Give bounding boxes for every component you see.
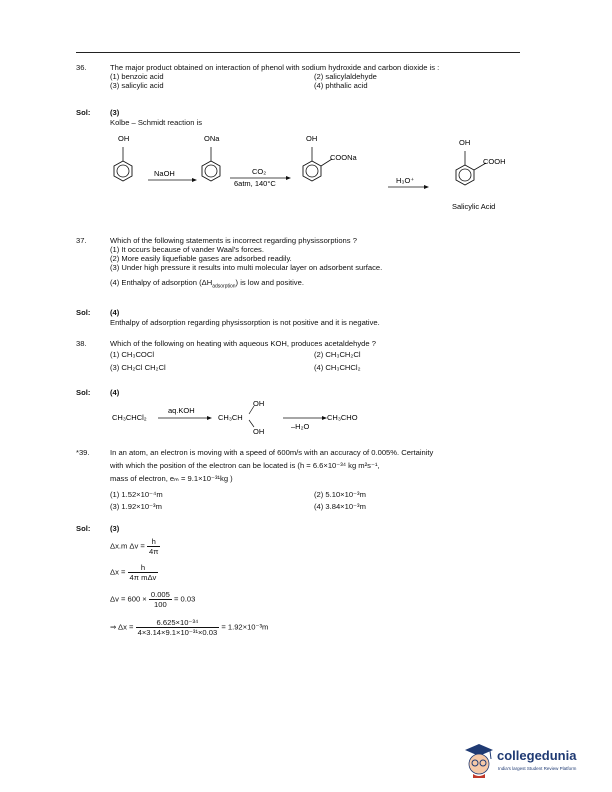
solution-label: Sol:: [76, 524, 91, 533]
reagent-label: aq.KOH: [168, 406, 195, 415]
question-text: The major product obtained on interaction of phenol with sodium hydroxide and carbon dioxide is :: [110, 63, 440, 72]
solution-answer: (4): [110, 308, 120, 317]
solution-answer: (3): [110, 108, 120, 117]
question-text-line2: with which the position of the electron can be located is (h = 6.6×10⁻³⁴ kg m²s⁻¹,: [110, 461, 380, 470]
option-1: (1) CH₃COCl: [110, 350, 155, 359]
option-2: (2) More easily liquefiable gases are adsorbed readily.: [110, 254, 292, 263]
option-2: (2) 5.10×10⁻³m: [314, 490, 366, 499]
option-4: (4) CH₃CHCl₂: [314, 363, 361, 372]
fraction: $\frac{h}{4\pi}$: [148, 537, 159, 556]
brand-tagline: India's largest Student Review Platform: [498, 766, 577, 771]
question-number: *39.: [76, 448, 90, 457]
option-3: (3) CH₂Cl CH₂Cl: [110, 363, 166, 372]
product-label: Salicylic Acid: [452, 202, 496, 211]
option-3: (3) 1.92×10⁻³m: [110, 502, 162, 511]
solution-label: Sol:: [76, 388, 91, 397]
reagent-label: H₃O⁺: [396, 176, 415, 185]
option-3: (3) salicylic acid: [110, 81, 164, 90]
option-3: (3) Under high pressure it results into multi molecular layer on adsorbent surface.: [110, 263, 383, 272]
option-4: [110, 278, 304, 290]
solution-answer: (3): [110, 524, 120, 533]
brand-name: collegedunia: [497, 748, 577, 763]
group-label: OH: [253, 399, 265, 408]
question-text: Which of the following statements is incorrect regarding physissorptions ?: [110, 236, 357, 245]
group-label: OH: [118, 134, 130, 143]
solution-answer: (4): [110, 388, 120, 397]
option-1: (1) 1.52×10⁻⁴m: [110, 490, 163, 499]
product-label: CH₃CHO: [327, 413, 358, 422]
question-number: 36.: [76, 63, 87, 72]
solution-label: Sol:: [76, 308, 91, 317]
question-number: 37.: [76, 236, 87, 245]
intermediate-label: CH₃CH: [218, 413, 243, 422]
header-rule: [76, 52, 520, 53]
option-4: (4) phthalic acid: [314, 81, 368, 90]
fraction: $\frac{h}{\text{4π mΔv}}$: [129, 563, 157, 582]
option-4: (4) 3.84×10⁻³m: [314, 502, 366, 511]
benzene-ring: [114, 147, 132, 181]
fraction: $\frac{\text{6.625×10⁻³⁴}}{\text{4×3.14×9.1×10⁻³¹×0.03}}$: [137, 618, 218, 637]
reactant-label: CH₃CHCl₂: [112, 413, 147, 422]
bond-line: [249, 420, 254, 427]
acetaldehyde-reaction-scheme: [108, 397, 408, 439]
solution-explanation: Enthalpy of adsorption regarding physissorption is not positive and it is negative.: [110, 318, 380, 327]
option-2: (2) salicylaldehyde: [314, 72, 377, 81]
question-text-line3: mass of electron, eₘ = 9.1×10⁻³¹kg ): [110, 474, 233, 483]
question-text: Which of the following on heating with aqueous KOH, produces acetaldehyde ?: [110, 339, 376, 348]
option-4-text-a: (4) Enthalpy of adsorption: [110, 278, 197, 287]
equation-2: Δx = $\frac{h}{\text{4π mΔv}}$: [110, 563, 157, 582]
solution-explanation: Kolbe – Schmidt reaction is: [110, 118, 203, 127]
group-label: ONa: [204, 134, 220, 143]
benzene-ring: [202, 147, 220, 181]
kolbe-reaction-scheme: [100, 128, 530, 216]
option-2: (2) CH₃CH₂Cl: [314, 350, 361, 359]
solution-label: Sol:: [76, 108, 91, 117]
reagent-label: CO₂: [252, 167, 267, 176]
arrow-head: [207, 416, 212, 420]
benzene-ring: [456, 151, 486, 185]
arrow-head: [192, 178, 197, 182]
group-label: OH: [459, 138, 471, 147]
option-1: (1) It occurs because of vander Waal's forces.: [110, 245, 264, 254]
benzene-ring: [303, 147, 332, 181]
fraction: $\frac{0.005}{100}$: [150, 590, 170, 609]
enthalpy-symbol: $(\Delta H_{adsorption})$: [199, 278, 239, 290]
group-label: COOH: [483, 157, 506, 166]
option-1: (1) benzoic acid: [110, 72, 164, 81]
equation-4: ⇒ Δx = $\frac{\text{6.625×10⁻³⁴}}{\text{4×3.14×9.1×10⁻³¹×0.03}}$ = 1.92×10⁻³m: [110, 618, 269, 637]
question-text-line1: In an atom, an electron is moving with a speed of 600m/s with an accuracy of 0.005%. Certainity: [110, 448, 434, 457]
option-4-text-b: is low and positive.: [240, 278, 304, 287]
question-number: 38.: [76, 339, 87, 348]
arrow-head: [286, 176, 291, 180]
mascot-icon: [462, 742, 496, 778]
reagent-label: –H₂O: [291, 422, 310, 431]
group-label: OH: [253, 427, 265, 436]
collegedunia-logo: [462, 742, 602, 782]
equation-3: Δv = 600 × $\frac{0.005}{100}$ = 0.03: [110, 590, 196, 609]
arrow-head: [424, 185, 429, 189]
group-label: COONa: [330, 153, 357, 162]
reagent-label: NaOH: [154, 169, 175, 178]
group-label: OH: [306, 134, 318, 143]
condition-label: 6atm, 140°C: [234, 179, 276, 188]
equation-1: Δx.m Δv = $\frac{h}{4\pi}$: [110, 537, 159, 556]
